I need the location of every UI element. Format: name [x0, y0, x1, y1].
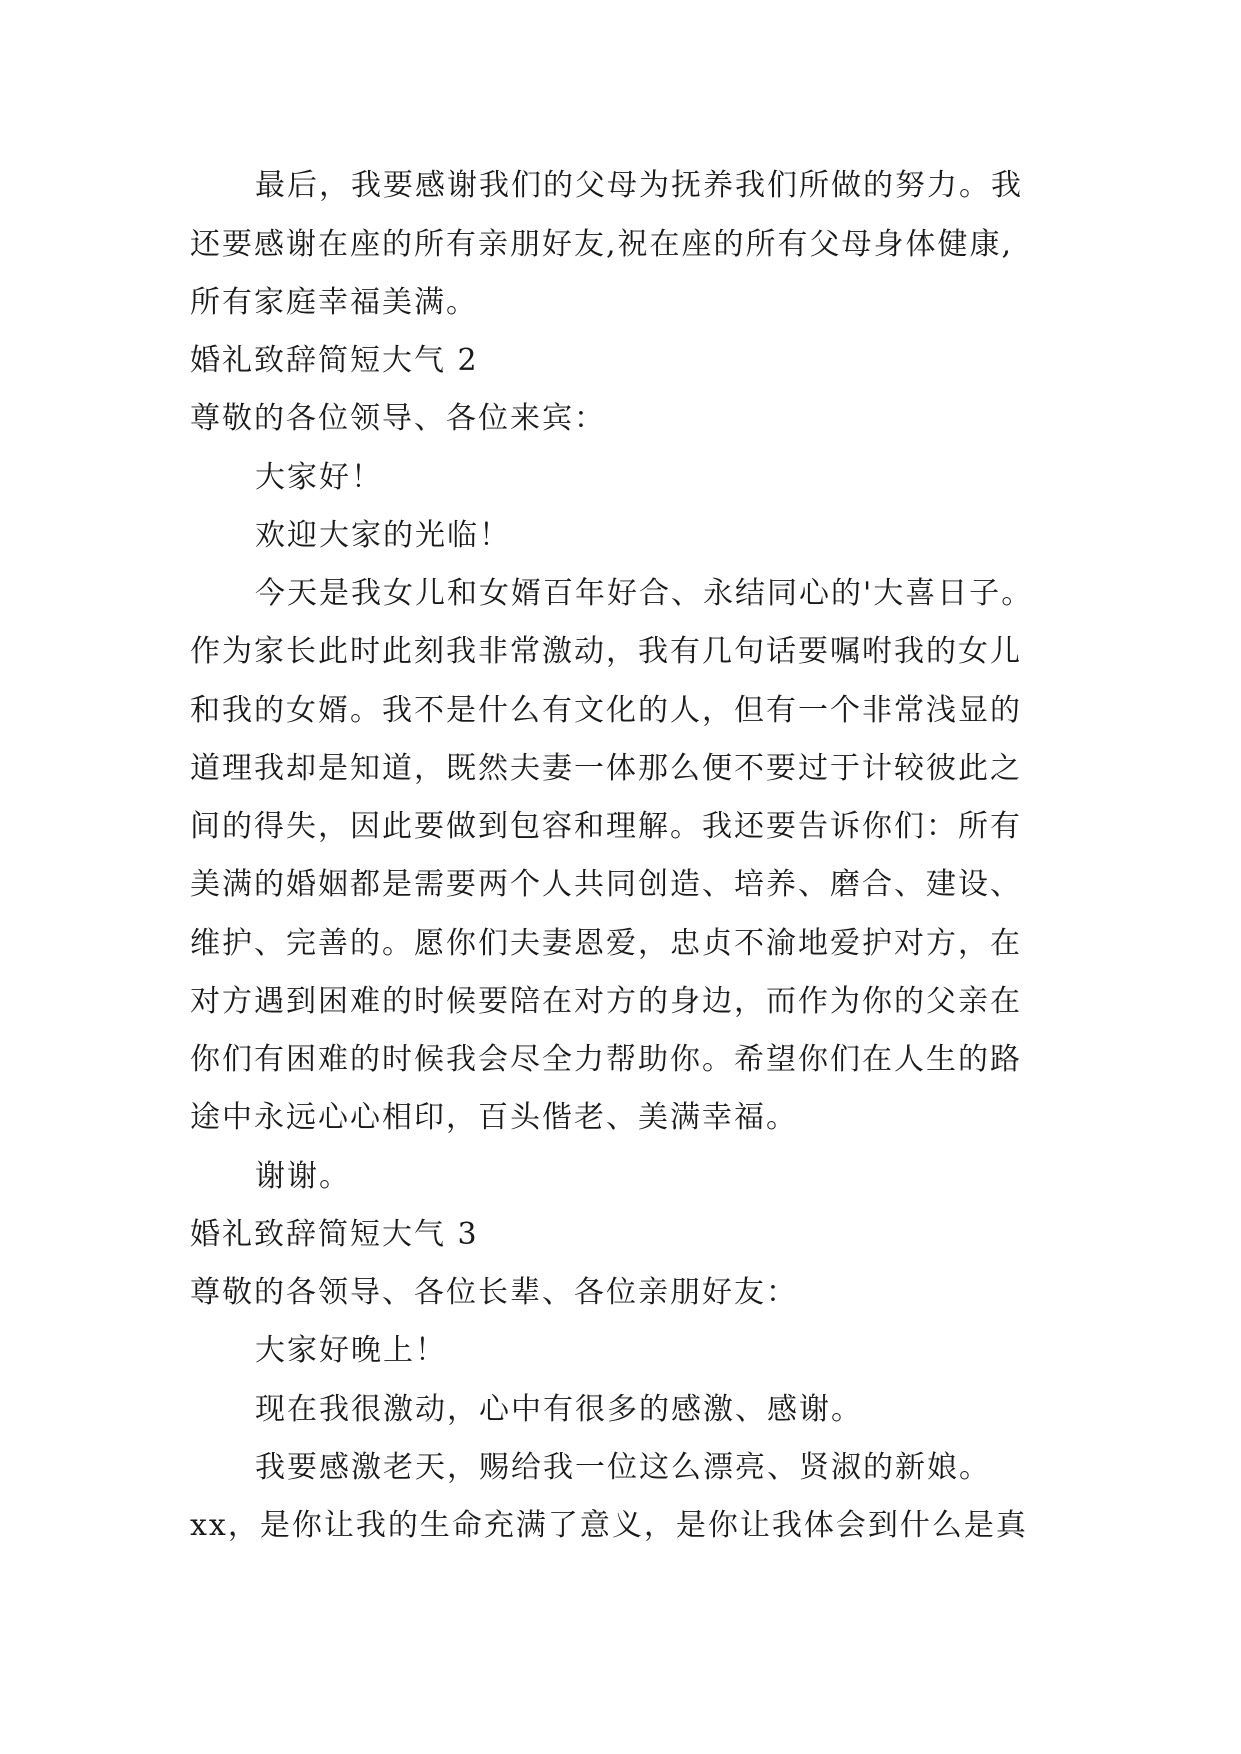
- text-line: 美满的婚姻都是需要两个人共同创造、培养、磨合、建设、: [190, 867, 1022, 902]
- text-line: 最后，我要感谢我们的父母为抚养我们所做的努力。我: [255, 168, 1023, 203]
- text-line: 和我的女婿。我不是什么有文化的人，但有一个非常浅显的: [190, 693, 1022, 728]
- text-line: 现在我很激动，心中有很多的感激、感谢。: [255, 1392, 863, 1427]
- text-line: xx，是你让我的生命充满了意义，是你让我体会到什么是真: [190, 1508, 1028, 1543]
- text-line: 对方遇到困难的时候要陪在对方的身边，而作为你的父亲在: [190, 984, 1022, 1019]
- text-line: 间的得失，因此要做到包容和理解。我还要告诉你们：所有: [190, 809, 1022, 844]
- text-line: 大家好晚上！: [255, 1333, 447, 1368]
- section-heading: 婚礼致辞简短大气 2: [190, 343, 479, 378]
- text-line: 所有家庭幸福美满。: [190, 285, 478, 320]
- text-line: 你们有困难的时候我会尽全力帮助你。希望你们在人生的路: [190, 1042, 1022, 1077]
- text-line: 今天是我女儿和女婿百年好合、永结同心的'大喜日子。: [255, 576, 1034, 611]
- salutation: 尊敬的各位领导、各位来宾：: [190, 401, 606, 436]
- section-heading: 婚礼致辞简短大气 3: [190, 1217, 479, 1252]
- text-line: 欢迎大家的光临！: [255, 518, 511, 553]
- text-line: 大家好！: [255, 460, 383, 495]
- text-line: 还要感谢在座的所有亲朋好友,祝在座的所有父母身体健康,: [190, 227, 1014, 262]
- text-line: 谢谢。: [255, 1159, 351, 1194]
- text-line: 途中永远心心相印，百头偕老、美满幸福。: [190, 1100, 798, 1135]
- text-line: 作为家长此时此刻我非常激动，我有几句话要嘱咐我的女儿: [190, 634, 1022, 669]
- text-line: 维护、完善的。愿你们夫妻恩爱，忠贞不渝地爱护对方，在: [190, 926, 1022, 961]
- text-line: 我要感激老天，赐给我一位这么漂亮、贤淑的新娘。: [255, 1450, 991, 1485]
- text-line: 道理我却是知道，既然夫妻一体那么便不要过于计较彼此之: [190, 751, 1022, 786]
- salutation: 尊敬的各领导、各位长辈、各位亲朋好友：: [190, 1275, 798, 1310]
